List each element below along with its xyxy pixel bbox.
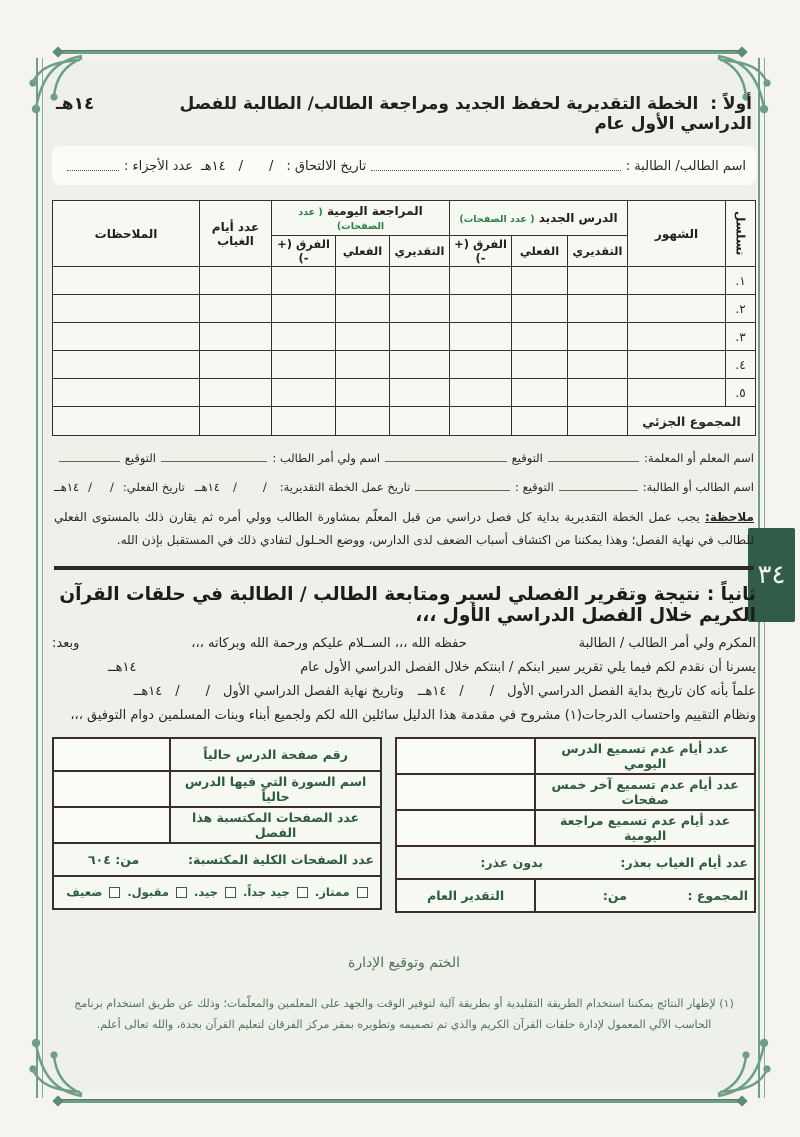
fill-cell[interactable] bbox=[336, 267, 390, 295]
fill-cell[interactable] bbox=[568, 407, 628, 436]
row-number: ٢. bbox=[726, 295, 756, 323]
section-divider bbox=[54, 566, 754, 570]
fill-cell[interactable] bbox=[200, 379, 272, 407]
grade-option-label: مقبول. bbox=[127, 885, 169, 900]
signature-row-1 bbox=[54, 451, 754, 465]
group-new-lesson: الدرس الجديد ( عدد الصفحات) bbox=[450, 201, 628, 236]
enroll-date-month-slash[interactable]: / bbox=[238, 159, 244, 174]
fill-cell[interactable] bbox=[628, 323, 726, 351]
fill-cell[interactable] bbox=[272, 295, 336, 323]
page-content bbox=[52, 78, 756, 1036]
letter-line-3: علماً بأنه كان تاريخ بداية الفصل الدراسي الأول / / ١٤هــ وتاريخ نهاية الفصل الدراسي الأول / / ١٤هــ bbox=[133, 683, 756, 699]
fill-cell[interactable] bbox=[200, 295, 272, 323]
absence-excused-label: عدد أيام الغياب بعذر: bbox=[620, 854, 748, 870]
fill-cell[interactable] bbox=[272, 267, 336, 295]
section1-title-prefix: أولاً : bbox=[710, 94, 752, 114]
col-months: الشهور bbox=[628, 201, 726, 267]
total-pages-row bbox=[53, 843, 381, 876]
section1-title-text: الخطة التقديرية لحفظ الجديد ومراجعة الطالب/ الطالبة للفصل الدراسي الأول عام bbox=[179, 94, 752, 134]
table-row bbox=[53, 351, 756, 379]
signature-label: التوقيع bbox=[511, 451, 543, 465]
term-start-slash[interactable]: / bbox=[459, 683, 464, 699]
row-label: عدد أيام عدم تسميع الدرس اليومي bbox=[535, 738, 755, 774]
col-review-actual: الفعلي bbox=[336, 236, 390, 267]
col-serial: تسلسل bbox=[726, 201, 756, 267]
fill-cell[interactable] bbox=[53, 738, 170, 771]
fill-cell[interactable] bbox=[396, 810, 535, 846]
guardian-signature-field[interactable] bbox=[59, 461, 120, 462]
row-label: اسم السورة التي فيها الدرس حالياً bbox=[170, 771, 381, 807]
section1-title-year: ١٤هـ bbox=[56, 94, 95, 114]
table-row bbox=[53, 295, 756, 323]
footnote-text: (١) لإظهار النتائج يمكننا استخدام الطريقة التقليدية أو بطريقة آلية لتوفير الوقت والجهد على المعلمين والمعلّمات؛ وذلك عن طريق استخدام برنامج الحاسب الآلي المعمول لإدارة حلقات القرآن الكريم والذي تم تصميمه وتطويره بمقر مركز الفرقان لتعليم القرآن بجدة، والله تعالى أعلم. bbox=[74, 996, 734, 1032]
note-text: يجب عمل الخطة التقديرية بداية كل فصل دراسي من قبل المعلّم بمشاورة الطالب وولي أمره ثم يقارن ذلك بالمستوى الفعلي للطالب في نهاية الفصل؛ وهذا يمكننا من اكتشاف أسباب الضعف لدى الدارس، ووضع الحـلول لتفادي ذلك في المستقبل بإذن الله. bbox=[54, 510, 754, 548]
fill-cell[interactable] bbox=[53, 807, 170, 843]
teacher-signature-field[interactable] bbox=[385, 461, 507, 462]
table-row bbox=[53, 379, 756, 407]
total-pages-label: عدد الصفحات الكلية المكتسبة: bbox=[188, 851, 374, 867]
fill-cell[interactable] bbox=[396, 774, 535, 810]
total-pages-of: من: ٦٠٤ bbox=[88, 851, 140, 867]
fill-cell[interactable] bbox=[336, 407, 390, 436]
fill-cell[interactable] bbox=[450, 379, 512, 407]
plan-date-year: ١٤هــ bbox=[194, 480, 220, 494]
col-absence-days: عدد أيام الغياب bbox=[200, 201, 272, 267]
addressee-label: المكرم ولي أمر الطالب / الطالبة bbox=[578, 635, 756, 651]
frame-left-line bbox=[36, 58, 43, 1098]
floral-corner-icon bbox=[714, 1038, 772, 1100]
actual-date-slash[interactable]: / bbox=[110, 480, 114, 494]
row-label: عدد أيام عدم تسميع مراجعة اليومية bbox=[535, 810, 755, 846]
actual-date-year: ١٤هــ bbox=[54, 480, 80, 494]
letter-line-2: يسرنا أن نقدم لكم فيما يلي تقرير سير ابنكم / ابنتكم خلال الفصل الدراسي الأول عام ١٤هــ bbox=[108, 659, 756, 675]
note-label: ملاحظة: bbox=[705, 510, 754, 524]
fill-cell[interactable] bbox=[200, 351, 272, 379]
checkbox-very-good[interactable] bbox=[297, 887, 308, 898]
summary-tables bbox=[52, 737, 756, 913]
fill-cell[interactable] bbox=[200, 407, 272, 436]
col-notes: الملاحظات bbox=[53, 201, 200, 267]
subtotal-label: المجموع الجزئي bbox=[628, 407, 756, 436]
parts-count-label: عدد الأجزاء : bbox=[124, 159, 193, 174]
fill-cell[interactable] bbox=[53, 351, 200, 379]
student-name-label: اسم الطالب أو الطالبة: bbox=[642, 480, 754, 494]
letter-line-1: المكرم ولي أمر الطالب / الطالبة حفظه الله ،،، الســلام عليكم ورحمة الله وبركاته ،،، وبعد: bbox=[51, 635, 756, 651]
table-row bbox=[396, 738, 755, 774]
overall-grade-label: التقدير العام bbox=[396, 879, 535, 912]
fill-cell[interactable] bbox=[390, 351, 450, 379]
fill-cell[interactable] bbox=[512, 407, 568, 436]
lesson-progress-table bbox=[52, 737, 382, 910]
parts-count-field[interactable] bbox=[67, 170, 119, 171]
plan-date-slash[interactable]: / bbox=[262, 480, 267, 494]
fill-cell[interactable] bbox=[272, 351, 336, 379]
table-row bbox=[53, 807, 381, 843]
total-of-label: من: bbox=[602, 887, 627, 903]
fill-cell[interactable] bbox=[200, 267, 272, 295]
fill-cell[interactable] bbox=[450, 407, 512, 436]
note-paragraph bbox=[54, 506, 754, 553]
fill-cell[interactable] bbox=[53, 771, 170, 807]
enroll-date-year: ١٤هـ bbox=[200, 159, 226, 174]
row-label: عدد الصفحات المكتسبة هذا الفصل bbox=[170, 807, 381, 843]
fill-cell[interactable] bbox=[390, 295, 450, 323]
term-start-slash[interactable]: / bbox=[489, 683, 495, 699]
absence-unexcused-label: بدون عذر: bbox=[480, 854, 544, 870]
term-end-slash[interactable]: / bbox=[175, 683, 180, 699]
plan-date-slash[interactable]: / bbox=[232, 480, 237, 494]
student-info-row bbox=[52, 146, 756, 185]
row-number: ٤. bbox=[726, 351, 756, 379]
fill-cell[interactable] bbox=[200, 323, 272, 351]
fill-cell[interactable] bbox=[396, 738, 535, 774]
fill-cell[interactable] bbox=[568, 295, 628, 323]
signature-label: التوقيع : bbox=[515, 480, 554, 494]
fill-cell[interactable] bbox=[272, 379, 336, 407]
fill-cell[interactable] bbox=[336, 379, 390, 407]
fill-cell[interactable] bbox=[568, 323, 628, 351]
enroll-date-day-slash[interactable]: / bbox=[269, 159, 274, 174]
total-row bbox=[396, 879, 755, 912]
fill-cell[interactable] bbox=[568, 379, 628, 407]
fill-cell[interactable] bbox=[512, 295, 568, 323]
row-number: ١. bbox=[726, 267, 756, 295]
fill-cell[interactable] bbox=[390, 407, 450, 436]
table-row bbox=[53, 771, 381, 807]
frame-top-rule bbox=[58, 50, 742, 54]
checkbox-good[interactable] bbox=[225, 887, 236, 898]
letter-body bbox=[52, 636, 756, 723]
row-label: عدد أيام عدم تسميع آخر خمس صفحات bbox=[535, 774, 755, 810]
teacher-name-field[interactable] bbox=[548, 461, 639, 462]
fill-cell[interactable] bbox=[450, 267, 512, 295]
grade-option-label: جيد. bbox=[193, 885, 218, 900]
col-new-actual: الفعلي bbox=[512, 236, 568, 267]
col-review-estimated: التقديري bbox=[390, 236, 450, 267]
grades-row bbox=[53, 876, 381, 909]
fill-cell[interactable] bbox=[628, 295, 726, 323]
letter-line-4: ونظام التقييم واحتساب الدرجات(١) مشروح في مقدمة هذا الدليل سائلين الله لكم ولجميع أبناء وبنات المسلمين دوام التوفيق ،،، bbox=[70, 707, 756, 723]
fill-cell[interactable] bbox=[390, 267, 450, 295]
table-row bbox=[53, 267, 756, 295]
plan-table bbox=[52, 200, 756, 436]
row-label: رقم صفحة الدرس حالياً bbox=[170, 738, 381, 771]
fill-cell[interactable] bbox=[628, 351, 726, 379]
row-number: ٣. bbox=[726, 323, 756, 351]
fill-cell[interactable] bbox=[450, 323, 512, 351]
fill-cell[interactable] bbox=[53, 295, 200, 323]
checkbox-excellent[interactable] bbox=[357, 887, 368, 898]
student-name-label: اسم الطالب/ الطالبة : bbox=[625, 159, 746, 174]
grade-option-label: جيد جداً. bbox=[242, 885, 290, 900]
student-name-field[interactable] bbox=[371, 170, 620, 171]
fill-cell[interactable] bbox=[53, 323, 200, 351]
table-row bbox=[53, 323, 756, 351]
group-daily-review: المراجعة اليومية ( عدد الصفحات) bbox=[272, 201, 450, 236]
section1-title bbox=[56, 94, 752, 134]
fill-cell[interactable] bbox=[336, 295, 390, 323]
fill-cell[interactable] bbox=[512, 267, 568, 295]
fill-cell[interactable] bbox=[53, 267, 200, 295]
fill-cell[interactable] bbox=[53, 379, 200, 407]
fill-cell[interactable] bbox=[568, 351, 628, 379]
frame-bottom-rule bbox=[58, 1099, 742, 1103]
fill-cell[interactable] bbox=[628, 267, 726, 295]
checkbox-pass[interactable] bbox=[176, 887, 187, 898]
guardian-name-field[interactable] bbox=[161, 461, 267, 462]
table-row bbox=[396, 774, 755, 810]
teacher-name-label: اسم المعلم أو المعلمة: bbox=[644, 451, 754, 465]
fill-cell[interactable] bbox=[568, 267, 628, 295]
fill-cell[interactable] bbox=[53, 407, 200, 436]
fill-cell[interactable] bbox=[512, 351, 568, 379]
student-signature-field[interactable] bbox=[415, 490, 510, 491]
checkbox-weak[interactable] bbox=[109, 887, 120, 898]
total-label: المجموع : bbox=[687, 887, 748, 903]
fill-cell[interactable] bbox=[450, 351, 512, 379]
actual-date-label: تاريخ الفعلي: bbox=[122, 480, 185, 494]
col-new-diff: الفرق (+ -) bbox=[450, 236, 512, 267]
table-row bbox=[396, 810, 755, 846]
new-lesson-unit: ( عدد الصفحات) bbox=[459, 214, 535, 225]
enroll-date-label: تاريخ الالتحاق : bbox=[286, 159, 367, 174]
term-end-slash[interactable]: / bbox=[205, 683, 211, 699]
page-number: ٣٤ bbox=[757, 560, 786, 590]
fill-cell[interactable] bbox=[628, 379, 726, 407]
fill-cell[interactable] bbox=[272, 323, 336, 351]
col-review-diff: الفرق (+ -) bbox=[272, 236, 336, 267]
fill-cell[interactable] bbox=[272, 407, 336, 436]
review-unit: ( عدد الصفحات) bbox=[298, 207, 385, 232]
section2-title: ثانياً : نتيجة وتقرير الفصلي لسير ومتابعة الطالب / الطالبة في حلقات القرآن الكريم خلال الفصل الدراسي الأول ،،، bbox=[59, 583, 756, 626]
fill-cell[interactable] bbox=[450, 295, 512, 323]
fill-cell[interactable] bbox=[336, 351, 390, 379]
row-number: ٥. bbox=[726, 379, 756, 407]
subtotal-row bbox=[53, 407, 756, 436]
table-row bbox=[53, 738, 381, 771]
report-year: ١٤هــ bbox=[108, 659, 137, 675]
signature-row-2 bbox=[54, 480, 754, 494]
grade-option-label: ممتاز. bbox=[314, 885, 350, 900]
recitation-summary-table bbox=[395, 737, 756, 913]
admin-stamp-label: الختم وتوقيع الإدارة bbox=[348, 954, 460, 971]
signature-label: التوقيع bbox=[124, 451, 156, 465]
absence-row bbox=[396, 846, 755, 879]
grade-option-label: ضعيف bbox=[66, 885, 103, 900]
fill-cell[interactable] bbox=[390, 323, 450, 351]
plan-date-label: تاريخ عمل الخطة التقديرية: bbox=[279, 480, 411, 494]
fill-cell[interactable] bbox=[390, 379, 450, 407]
fill-cell[interactable] bbox=[512, 379, 568, 407]
fill-cell[interactable] bbox=[336, 323, 390, 351]
guardian-name-label: اسم ولي أمر الطالب : bbox=[272, 451, 381, 465]
term-end-year: ١٤هــ bbox=[133, 683, 163, 699]
fill-cell[interactable] bbox=[512, 323, 568, 351]
actual-date-slash[interactable]: / bbox=[88, 480, 93, 494]
floral-corner-icon bbox=[28, 1038, 86, 1100]
col-new-estimated: التقديري bbox=[568, 236, 628, 267]
student-name-field[interactable] bbox=[559, 490, 638, 491]
term-start-year: ١٤هــ bbox=[417, 683, 447, 699]
